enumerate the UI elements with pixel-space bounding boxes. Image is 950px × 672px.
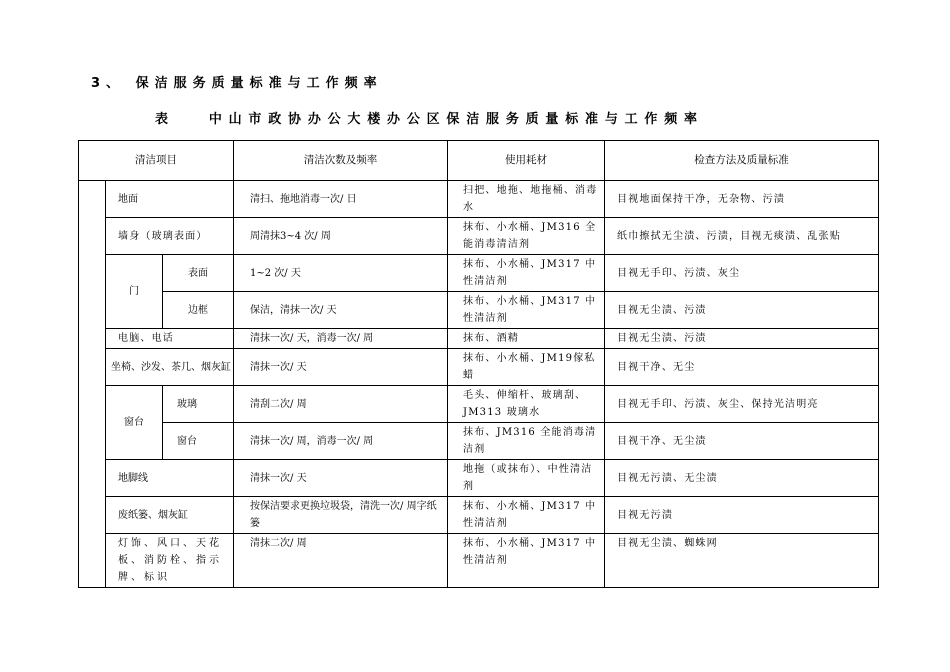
- group-cell-door: 门: [106, 255, 163, 329]
- frequency-cell: 清抹一次/ 天: [234, 349, 448, 386]
- frequency-cell: 清抹一次/ 天，消毒一次/ 周: [234, 329, 448, 349]
- materials-cell: 抹布、小水桶、JM19傢私蜡: [448, 349, 605, 386]
- materials-cell: 地拖（或抹布）、中性清洁剂: [448, 460, 605, 497]
- item-cell: 墙身（玻璃表面）: [106, 218, 234, 255]
- blank-cell: [79, 181, 106, 588]
- cleaning-standard-table: [78, 140, 879, 588]
- materials-cell: 抹布、小水桶、JM317 中性清洁剂: [448, 497, 605, 534]
- item-cell: 地面: [106, 181, 234, 218]
- frequency-cell: 清抹一次/ 周，消毒一次/ 周: [234, 423, 448, 460]
- sub-item-cell: 窗台: [163, 423, 234, 460]
- materials-cell: 抹布、小水桶、JM317 中性清洁剂: [448, 255, 605, 292]
- standard-cell: 纸巾擦拭无尘渍、污渍，目视无痰渍、乱张贴: [605, 218, 879, 255]
- standard-cell: 目视无污渍: [605, 497, 879, 534]
- table-row: [79, 292, 879, 329]
- standard-cell: 目视无手印、污渍、灰尘: [605, 255, 879, 292]
- table-header-row: [79, 141, 879, 181]
- table-row: [79, 423, 879, 460]
- frequency-cell: 清刮二次/ 周: [234, 386, 448, 423]
- sub-item-cell: 表面: [163, 255, 234, 292]
- materials-cell: 抹布、小水桶、JM317 中性清洁剂: [448, 534, 605, 588]
- materials-cell: 抹布、酒精: [448, 329, 605, 349]
- frequency-cell: 清扫、拖地消毒一次/ 日: [234, 181, 448, 218]
- sub-item-cell: 边框: [163, 292, 234, 329]
- header-frequency: 清洁次数及频率: [234, 141, 448, 181]
- header-item: 清洁项目: [79, 141, 234, 181]
- table-row: [79, 181, 879, 218]
- frequency-cell: 清抹一次/ 天: [234, 460, 448, 497]
- table-row: [79, 460, 879, 497]
- materials-cell: 毛头、伸缩杆、玻璃刮、JM313 玻璃水: [448, 386, 605, 423]
- frequency-cell: 保洁，清抹一次/ 天: [234, 292, 448, 329]
- item-cell: 灯饰、风口、天花板、消防栓、指示牌、标识: [106, 534, 234, 588]
- standard-cell: 目视无尘渍、蜘蛛网: [605, 534, 879, 588]
- table-title: [155, 108, 704, 127]
- section-title: 3、 保洁服务质量标准与工作频率: [91, 76, 383, 91]
- header-materials: 使用耗材: [448, 141, 605, 181]
- materials-cell: 扫把、地拖、地拖桶、消毒水: [448, 181, 605, 218]
- sub-item-cell: 玻璃: [163, 386, 234, 423]
- standard-cell: 目视干净、无尘: [605, 349, 879, 386]
- table-title-name: 中山市政协办公大楼办公区保洁服务质量标准与工作频率: [208, 112, 704, 127]
- group-cell-window: 窗台: [106, 386, 163, 460]
- frequency-cell: 清抹二次/ 周: [234, 534, 448, 588]
- table-row: [79, 218, 879, 255]
- table-row: [79, 255, 879, 292]
- standard-cell: 目视地面保持干净，无杂物、污渍: [605, 181, 879, 218]
- table-row: [79, 497, 879, 534]
- item-cell: 废纸篓、烟灰缸: [106, 497, 234, 534]
- standard-cell: 目视无尘渍、污渍: [605, 292, 879, 329]
- materials-cell: 抹布、小水桶、JM317 中性清洁剂: [448, 292, 605, 329]
- table-row: [79, 349, 879, 386]
- item-cell: 地脚线: [106, 460, 234, 497]
- frequency-cell: 周清抹3~4 次/ 周: [234, 218, 448, 255]
- table-title-prefix: 表: [155, 112, 175, 127]
- materials-cell: 抹布、小水桶、JM316 全能消毒清洁剂: [448, 218, 605, 255]
- frequency-cell: 按保洁要求更换垃圾袋，清洗一次/ 周字纸篓: [234, 497, 448, 534]
- standard-cell: 目视无污渍、无尘渍: [605, 460, 879, 497]
- standard-cell: 目视无尘渍、污渍: [605, 329, 879, 349]
- materials-cell: 抹布、JM316 全能消毒清洁剂: [448, 423, 605, 460]
- item-cell: 坐椅、沙发、茶几、烟灰缸: [106, 349, 234, 386]
- table-row: [79, 329, 879, 349]
- table-row: [79, 386, 879, 423]
- standard-cell: 目视无手印、污渍、灰尘、保持光洁明亮: [605, 386, 879, 423]
- item-cell: 电脑、电话: [106, 329, 234, 349]
- table-row: [79, 534, 879, 588]
- standard-cell: 目视干净、无尘渍: [605, 423, 879, 460]
- frequency-cell: 1~2 次/ 天: [234, 255, 448, 292]
- header-standard: 检查方法及质量标准: [605, 141, 879, 181]
